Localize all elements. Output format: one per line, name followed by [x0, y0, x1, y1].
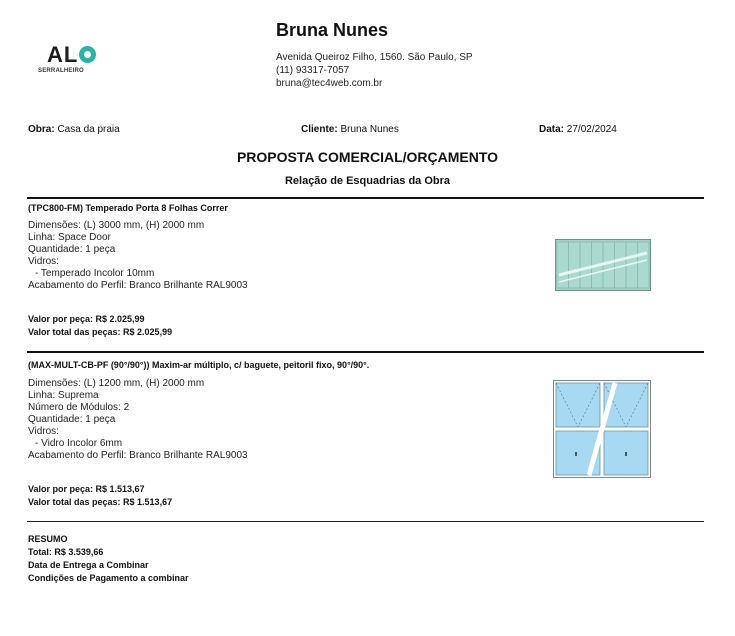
cliente-value: Bruna Nunes	[340, 124, 399, 135]
item-1-price-total: Valor total das peças: R$ 2.025,99	[28, 327, 173, 337]
logo-text: AL	[47, 42, 79, 67]
item-1-details: Dimensões: (L) 3000 mm, (H) 2000 mm Linha: Space Door Quantidade: 1 peça Vidros: - Temperado Incolor 10mm Acabamento do Perfil: Branco Brilhante RAL9003	[28, 220, 248, 291]
logo-subtitle: SERRALHEIRO	[38, 68, 84, 74]
proposal-title: PROPOSTA COMERCIAL/ORÇAMENTO	[236, 149, 499, 165]
company-email: bruna@tec4web.com.br	[276, 78, 383, 89]
resumo-section	[28, 533, 189, 585]
company-address: Avenida Queiroz Filho, 1560. São Paulo, SP	[276, 52, 473, 63]
obra-value: Casa da praia	[57, 124, 120, 135]
item-1-title: (TPC800-FM) Temperado Porta 8 Folhas Correr	[28, 203, 228, 213]
sliding-door-drawing	[555, 239, 651, 291]
divider	[27, 197, 704, 199]
logo-circle-icon	[79, 46, 96, 63]
item-2-price-total: Valor total das peças: R$ 1.513,67	[28, 497, 173, 507]
divider	[27, 351, 704, 353]
item-2-details: Dimensões: (L) 1200 mm, (H) 2000 mm Linha: Suprema Número de Módulos: 2 Quantidade: 1 peça Vidros: - Vidro Incolor 6mm Acabamento do Perfil: Branco Brilhante RAL9003	[28, 378, 248, 461]
obra-field: Obra: Casa da praia	[28, 124, 120, 135]
resumo-pagamento: Condições de Pagamento a combinar	[28, 573, 189, 583]
resumo-heading: RESUMO	[28, 534, 68, 544]
logo	[47, 44, 96, 66]
resumo-total: Total: R$ 3.539,66	[28, 547, 104, 557]
item-2-title: (MAX-MULT-CB-PF (90°/90°)) Maxim-ar múltiplo, c/ baguete, peitoril fixo, 90°/90°.	[28, 360, 370, 370]
proposal-subtitle: Relação de Esquadrias da Obra	[284, 175, 451, 187]
item-2-price-unit: Valor por peça: R$ 1.513,67	[28, 484, 145, 494]
item-1-prices	[28, 313, 172, 339]
cliente-field: Cliente: Bruna Nunes	[301, 124, 399, 135]
data-field: Data: 27/02/2024	[539, 124, 617, 135]
company-name: Bruna Nunes	[276, 20, 389, 40]
company-phone: (11) 93317-7057	[276, 65, 350, 76]
maxim-ar-window-drawing	[553, 380, 651, 478]
item-2-prices	[28, 483, 172, 509]
data-value: 27/02/2024	[566, 124, 617, 135]
company-contact	[276, 51, 473, 90]
divider	[27, 521, 704, 522]
item-1-price-unit: Valor por peça: R$ 2.025,99	[28, 314, 145, 324]
resumo-entrega: Data de Entrega a Combinar	[28, 560, 149, 570]
